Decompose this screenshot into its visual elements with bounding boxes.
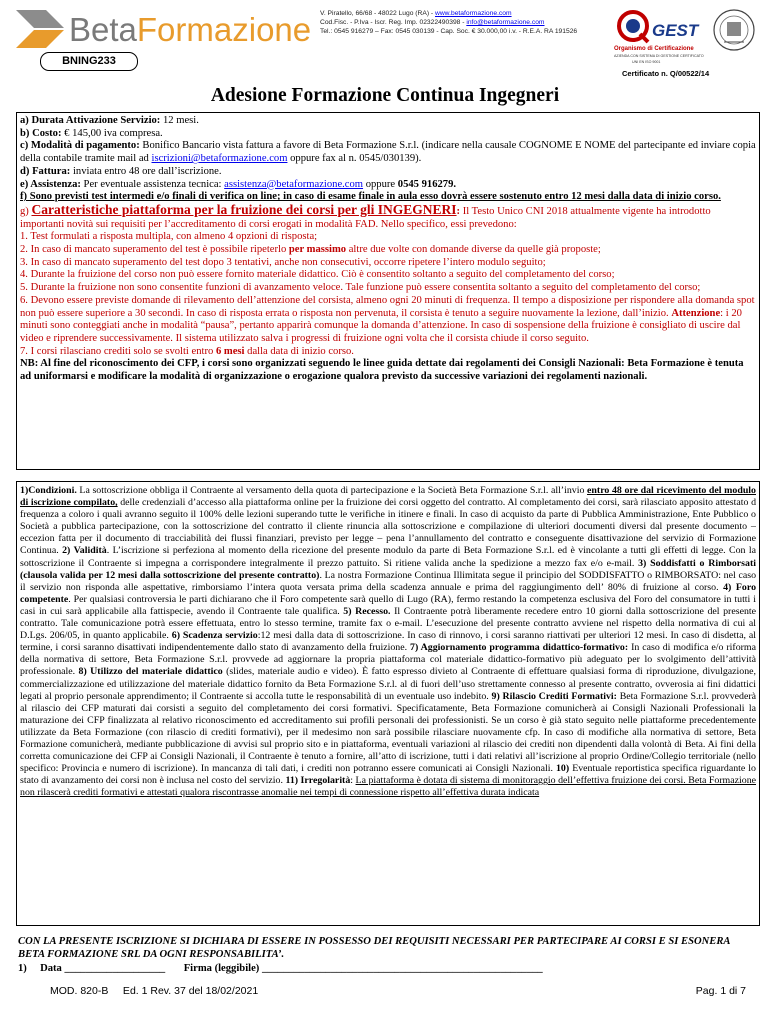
qgest-logo-icon	[612, 6, 760, 66]
s8-label: 8) Utilizzo del materiale didattico	[78, 666, 223, 678]
signature-number: 1)	[18, 963, 27, 974]
company-website-link[interactable]: www.betaformazione.com	[435, 10, 512, 17]
req2-b: per massimo	[288, 244, 347, 256]
company-contacts: Tel.: 0545 916279 – Fax: 0545 030139 - Cap. Soc. € 30.000,00 i.v. - R.E.A. RA 191526	[320, 28, 578, 35]
s5-text: Il Contraente potrà liberamente recedere entro 10 giorni dalla sottoscrizione del presente contratto. Tale comunicazione potrà essere effettuata, entro lo stesso termine, tramite fax o e-mail. L’esecuzione del presente contratto avviene nel rispetto della normativa di cui al D.Lgs. 206/05, in quanto applicabile.	[20, 605, 757, 642]
s1-label: 1)Condizioni.	[20, 485, 77, 496]
conditions-box	[16, 481, 760, 926]
item-c	[20, 140, 756, 165]
c-value: Bonifico Bancario vista fattura a favore di Beta Formazione S.r.l. (indicare nella causale COGNOME E NOME del partecipante ed inviare copia della contabile tramite mail ad	[20, 140, 756, 165]
b-label: b) Costo:	[20, 127, 62, 139]
s3-text: . La nostra Formazione Continua Illimitata segue il principio del SODDISFATTO o RIMBORSATO: nel caso il servizio non risponda alle aspettative, rimborsiamo l’intera quota versata prima della scadenza annuale e prima del raggiungimento dell’ 80% di fruizione al corso.	[20, 569, 757, 593]
cert-sub-text: AZIENDA CON SISTEMA DI GESTIONE CERTIFICATO	[614, 54, 704, 58]
a-value: 12 mesi.	[160, 115, 199, 126]
s11-text: La piattaforma è dotata di sistema di monitoraggio dell’effettiva fruizione dei corsi. Beta Formazione non rilascerà crediti formativi e attestati qualora riscontrasse anomalie nei tempi di connessione rispetto all’effettiva durata indicata	[20, 775, 757, 799]
company-info	[320, 9, 602, 36]
s7-text: In caso di modifica e/o riforma della normativa di settore, Beta Formazione S.r.l. provvede ad aggiornare la propria piattaforma col materiale didattico-formativo più adeguato per lo svolgimento dell’attività professionale.	[20, 642, 756, 678]
g-heading: Caratteristiche piattaforma per la fruizione dei corsi per gli INGEGNERI	[31, 201, 457, 217]
s10-text: Eventuale reportistica specifica riguardante lo stato di avanzamento dei corsi non è inclusa nel costo del servizio.	[20, 763, 756, 787]
req2-c: altre due volte con domande diverse da quelle già proposte;	[346, 244, 601, 256]
req7-b: 6 mesi	[215, 345, 245, 357]
s1-b: entro 48 ore dal ricevimento del modulo di iscrizione compilato,	[20, 485, 756, 509]
item-d	[20, 166, 756, 179]
b-value: € 145,00 iva compresa.	[61, 127, 163, 139]
form-revision: MOD. 820-B Ed. 1 Rev. 37 del 18/02/2021	[50, 985, 259, 997]
s11-colon: :	[350, 775, 356, 787]
item-g	[20, 201, 756, 231]
s5-label: 5) Recesso.	[343, 605, 391, 617]
document-code: BNING233	[40, 52, 138, 71]
s9-text: Beta Formazione S.r.l. provvederà al rilascio dei CFP maturati dai corsisti a seguito del completamento dei corsi formativi. Specificatamente, Beta Formazione comunicherà ai Consigli Nazionali Professionali la maturazione dei CFP finalizzata al relativo riconoscimento ed accreditamento sui profili personali dei professionisti. Se un corso è già stato seguito nelle piattaforme precedentemente utilizzate da Beta Formazione (con rilascio di crediti formativi), per il medesimo non sarà possibile rilasciare nuovamente cfp. In caso di modifiche alla normativa di settore, Beta Formazione comunicherà, mediante pubblicazione di avvisi sul proprio sito e in piattaforma, eventuali variazioni al rilascio dei crediti non dipendenti dalla volontà di Beta. Ai fini della corretta comunicazione dei CFP ai Consigli Nazionali, il Contraente è tenuto a fornire, all’atto di iscrizione, tutti i dati relativi all’iscrizione al proprio Ordine/Collegio territoriale (nello specifico: Provincia e numero di iscrizione). In mancanza di tali dati, i crediti non potranno essere comunicati ai Consigli Nazionali.	[20, 690, 757, 775]
assistenza-email-link[interactable]: assistenza@betaformazione.com	[224, 178, 364, 190]
s2-text: . L’iscrizione si perfeziona al momento della ricezione del presente modulo da parte di Beta Formazione S.r.l. ed è vincolante a tutti gli effetti di legge. Con la sottoscrizione il Contraente si impegna a corrispondere integralmente il prezzo pattuito. Si ritiene valida anche la spedizione a mezzo fax e/o e-mail.	[20, 545, 756, 569]
s6-text: :12 mesi dalla data di sottoscrizione. In caso di rinnovo, i corsi saranno riattivati per ulteriori 12 mesi. In caso di disdetta, al termine, i corsi saranno disattivati indipendentemente dallo stato di avanzamento della fruizione.	[20, 630, 756, 654]
d-label: d) Fattura:	[20, 165, 71, 177]
requirement-6	[20, 295, 756, 346]
s7-label: 7) Aggiornamento programma didattico-formativo:	[410, 642, 629, 654]
brand-beta: Beta	[69, 11, 137, 48]
nb-text: NB: Al fine del riconoscimento dei CFP, i corsi sono organizzati seguendo le linee guida dettate dai regolamenti dei Consigli Nazionali: Beta Formazione è tenuta ad uniformarsi e modificare la modalità di organizzazione o erogazione qualora previsto da successive variazioni dei regolamenti nazionali.	[20, 358, 744, 383]
requirement-3: 3. In caso di mancato superamento del test dopo 3 tentativi, anche non consecutivi, occorre ripetere l’intero modulo seguito;	[20, 256, 546, 268]
declaration: CON LA PRESENTE ISCRIZIONE SI DICHIARA DI ESSERE IN POSSESSO DEI REQUISITI NECESSARI PER PARTECIPARE AI CORSI E SI ESONERA BETA FORMAZIONE SRL DA OGNI RESPONSABILITA’.	[18, 936, 730, 960]
company-email-link[interactable]: info@betaformazione.com	[466, 19, 545, 26]
brand-name	[69, 12, 311, 48]
beta-formazione-logo	[14, 8, 314, 50]
e-value-mid: oppure	[363, 178, 398, 190]
requirement-2	[20, 244, 756, 257]
e-label: e) Assistenza:	[20, 178, 81, 190]
s1-a: La sottoscrizione obbliga il Contraente al versamento della quota di partecipazione e la Società Beta Formazione S.r.l. all’invio	[76, 485, 588, 496]
d-value: inviata entro 48 ore dall’iscrizione.	[70, 165, 222, 177]
s9-label: 9) Rilascio Crediti Formativi:	[491, 690, 617, 702]
e-value: Per eventuale assistenza tecnica:	[80, 178, 225, 190]
cert-norm-text: UNI EN ISO 9001	[632, 60, 661, 64]
requirement-1: 1. Test formulati a risposta multipla, con almeno 4 opzioni di risposta;	[20, 231, 318, 243]
iscrizioni-email-link[interactable]: iscrizioni@betaformazione.com	[151, 153, 288, 165]
page-header	[0, 0, 770, 90]
req6-a: 6. Devono essere previste domande di rilevamento dell’attenzione del corsista, almeno ogni 20 minuti di frequenza. Il tempo a disposizione per rispondere alla domanda spot non può essere superiore a 30 secondi. In caso di risposta errata o risposta non pervenuta, il corsista è tenuto a seguire nuovamente la lezione, dall’inizio.	[20, 294, 755, 319]
s8-text: (slides, materiale audio e video). È fatto espresso divieto al Contraente di effettuare qualsiasi forma di riproduzione, divulgazione, commercializzazione ed utilizzazione del materiale didattico fornito da Beta Formazione S.r.l. al di fuori dell’uso strettamente connesso al presente contratto, ovverosia ai fini didattici legati al proprio personale apprendimento; il Contraente si accolla tutte le responsabilità di un eventuale uso indebito.	[20, 666, 756, 702]
s10-label: 10)	[555, 763, 570, 775]
page-number: Pag. 1 di 7	[695, 985, 746, 997]
conditions-text	[20, 485, 756, 799]
service-info-box	[16, 112, 760, 470]
assistance-phone: 0545 916279.	[397, 178, 457, 190]
certification-logos	[612, 6, 760, 66]
requirement-5: 5. Durante la fruizione non sono consentite funzioni di avanzamento veloce. Tale funzione può essere consentita soltanto a seguito del completamento del corso;	[20, 282, 701, 294]
s6-label: 6) Scadenza servizio	[171, 630, 258, 642]
f-text: f) Sono previsti test intermedi e/o finali di verifica on line; in caso di esame finale in aula esso dovrà essere sostenuto entro 12 mesi dalla data di inizio corso.	[20, 191, 721, 203]
signature-field[interactable]: _____________________________________________________	[261, 963, 543, 974]
req6-c: : i 20 minuti sono conteggiati anche in modalità “pausa”, pertanto apparirà comunque la domanda d’attenzione. In caso di sospensione della fruizione è consigliato di uscire dal video e riprendere successivamente. Il sistema utilizzato salva i progressi di fruizione ogni volta che il corsista chiude il corso seguito.	[20, 307, 742, 344]
item-e	[20, 179, 756, 192]
req7-a: 7. I corsi rilasciano crediti solo se svolti entro	[20, 345, 216, 357]
g-intro: Il Testo Unico CNI 2018 attualmente vigente ha introdotto importanti novità sui requisiti per l’accreditamento di corsi erogati in modalità FAD. Nello specifico, essi prevedono:	[20, 205, 711, 230]
s4-label: 4) Foro competente	[20, 581, 757, 605]
page-title: Adesione Formazione Continua Ingegneri	[210, 85, 560, 106]
g-colon: :	[456, 205, 461, 217]
s1-c: delle credenziali d’accesso alla piattaforma online per la fruizione dei corsi oggetto del contratto. Al completamento dei corsi, sarà rilasciato apposito attestato d frequenza a coloro i quali avranno seguito il 100% delle lezioni superando tutte le verifiche in itinere e finali. In caso di acquisto da parte di Pubblica Amministrazione, Ente Pubblico o Società a pubblica partecipazione, con la sottoscrizione del contratto il cliente rinuncia alla sottoscrizione e compilazione di ulteriori documenti diversi dal presente documento – eccezion fatta per il documento di tracciabilità dei flussi finanziari, previsto per legge – pena l’annullamento del contratto e conseguente disattivazione del servizio di Formazione Continua.	[20, 497, 756, 557]
item-a	[20, 115, 756, 128]
item-b	[20, 128, 756, 141]
g-prefix: g)	[20, 205, 32, 217]
s2-label: 2) Validità	[62, 545, 107, 557]
req7-c: dalla data di inizio corso.	[244, 345, 354, 357]
nb-note	[20, 358, 756, 383]
logo-mark-icon	[14, 8, 66, 50]
signature-label: Firma (leggibile)	[183, 963, 260, 974]
brand-formazione: Formazione	[136, 11, 312, 48]
company-address: V. Piratello, 66/68 - 48022 Lugo (RA) -	[320, 10, 435, 17]
s11-label: 11) Irregolarità	[285, 775, 351, 787]
requirement-4: 4. Durante la fruizione del corso non può essere fornito materiale didattico. Ciò è consentito soltanto a seguito del completamento del corso;	[20, 269, 615, 281]
cert-org-text: Organismo di Certificazione	[614, 46, 694, 52]
company-fiscal: Cod.Fisc. - P.Iva - Iscr. Reg. Imp. 02322490398 -	[320, 19, 467, 26]
date-label: Data	[40, 963, 62, 974]
certificate-number: Certificato n. Q/00522/14	[622, 69, 710, 78]
req6-b: Attenzione	[671, 307, 721, 319]
a-label: a) Durata Attivazione Servizio:	[20, 115, 161, 126]
c-value-tail: oppure fax al n. 0545/030139).	[287, 153, 422, 165]
cert-brand-text: GEST	[652, 21, 699, 40]
requirement-7	[20, 346, 756, 359]
date-field[interactable]: ___________________	[64, 963, 166, 974]
c-label: c) Modalità di pagamento:	[20, 140, 140, 152]
signature-row	[18, 963, 758, 974]
s3-label: 3) Soddisfatti o Rimborsati (clausola valida per 12 mesi dalla sottoscrizione del presente contratto)	[20, 557, 756, 581]
s4-text: . Per qualsiasi controversia le parti dichiarano che il Foro competente sarà quello di Lugo (RA), fermo restando la competenza esclusiva del Foro del consumatore in tutti i casi in cui sarà applicabile alla fattispecie, avendo il Contraente tale qualifica.	[20, 593, 756, 617]
req2-a: 2. In caso di mancato superamento del test è possibile ripeterlo	[20, 244, 289, 256]
